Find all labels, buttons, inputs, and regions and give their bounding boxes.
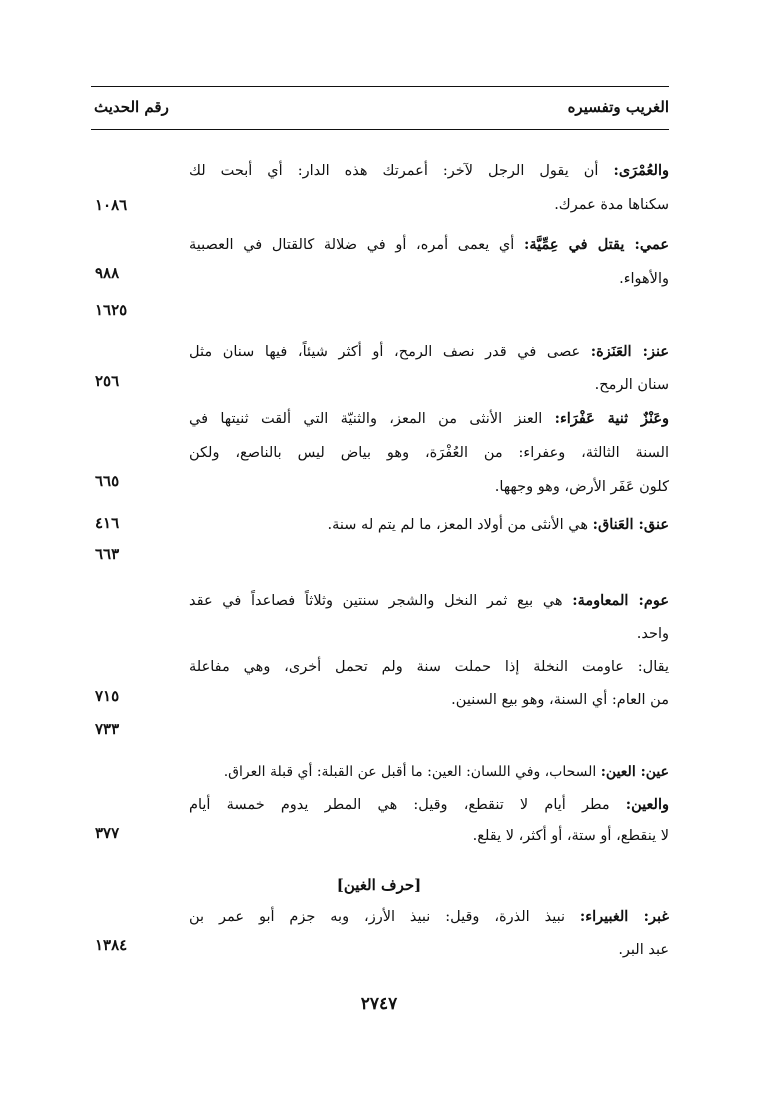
entry-headword: عوم: المعاومة: <box>572 592 669 609</box>
hadith-number: ٤١٦ <box>95 514 120 532</box>
entry-text: هي الأنثى من أولاد المعز، ما لم يتم له سنة. <box>327 517 593 533</box>
entry-text: يقال: عاومت النخلة إذا حملت سنة ولم تحمل أخرى، وهي مفاعلة <box>189 659 669 675</box>
entry-text: هي بيع ثمر النخل والشجر سنتين وثلاثاً فصاعداً في عقد <box>189 593 573 609</box>
column-label: رقم الحديث <box>94 98 169 116</box>
entry-line <box>189 345 669 360</box>
hadith-number: ٩٨٨ <box>95 264 120 282</box>
entry-text: السحاب، وفي اللسان: العين: ما أقبل عن القبلة: أي قبلة العراق. <box>223 764 601 780</box>
hadith-number: ٧١٥ <box>95 687 120 705</box>
entry-line <box>595 378 669 393</box>
entry-headword: عين: العين: <box>600 764 669 780</box>
entry-line <box>189 660 669 675</box>
entry-headword: عمي: يقتل في عِمِّيَّة: <box>523 236 669 253</box>
entry-line <box>189 798 669 813</box>
hadith-number: ١٠٨٦ <box>95 196 128 214</box>
entry-text: من العام: أي السنة، وهو بيع السنين. <box>451 692 669 708</box>
entry-line <box>618 943 669 958</box>
entry-text: السنة الثالثة، وعفراء: من العُفْرَة، وهو بياض ليس بالناصع، ولكن <box>189 445 669 461</box>
entry-text: أن يقول الرجل لآخر: أعمرتك هذه الدار: أي أبحت لك <box>189 163 614 179</box>
entry-text: لا ينقطع، أو ستة، أو أكثر، لا يقلع. <box>472 828 669 844</box>
entry-line <box>189 238 669 253</box>
entry-text: عصى في قدر نصف الرمح، أو أكثر شيئاً، فيها سنان مثل <box>189 344 591 360</box>
entry-text: والأهواء. <box>619 271 669 287</box>
hadith-number: ٣٧٧ <box>95 824 120 842</box>
entry-line <box>189 412 669 427</box>
hadith-number: ٧٣٣ <box>95 720 120 738</box>
entry-line <box>473 829 669 844</box>
entry-line <box>495 480 669 495</box>
page-number: ٢٧٤٧ <box>360 994 398 1014</box>
hadith-number: ١٣٨٤ <box>95 936 128 954</box>
entry-headword: والعين: <box>625 796 669 813</box>
entry-line <box>619 272 669 287</box>
entry-line <box>189 594 669 609</box>
entry-headword: والعُمْرَى: <box>613 162 669 179</box>
entry-line <box>637 627 669 642</box>
running-title: الغريب وتفسيره <box>567 98 669 116</box>
entry-text: سكناها مدة عمرك. <box>554 197 669 213</box>
hadith-number: ٦٦٥ <box>95 472 120 490</box>
entry-text: سنان الرمح. <box>594 377 669 393</box>
hadith-number: ١٦٢٥ <box>95 301 128 319</box>
hadith-number: ٦٦٣ <box>95 545 120 563</box>
entry-text: واحد. <box>636 626 669 642</box>
header-bottom-rule <box>91 129 669 130</box>
entry-line <box>554 198 669 213</box>
entry-text: مطر أيام لا تنقطع، وقيل: هي المطر يدوم خمسة أيام <box>189 797 626 813</box>
entry-headword: وعَنْزٌ ثنية عَفْرَاء: <box>554 410 669 427</box>
entry-headword: عنز: العَنَزة: <box>590 343 669 360</box>
entry-line <box>328 518 669 533</box>
header-top-rule <box>91 86 669 87</box>
entry-line <box>189 164 669 179</box>
entry-headword: عنق: العَناق: <box>592 516 669 533</box>
entry-line <box>189 910 669 925</box>
entry-headword: غبر: الغبيراء: <box>579 908 669 925</box>
entry-line <box>189 446 669 461</box>
entry-text: كلون عَفَر الأرض، وهو وجهها. <box>494 479 669 495</box>
entry-text: عبد البر. <box>618 942 669 958</box>
entry-text: أي يعمى أمره، أو في ضلالة كالقتال في العصبية <box>189 237 524 253</box>
entry-line <box>224 765 669 779</box>
entry-line <box>451 693 669 708</box>
entry-text: نبيذ الذرة، وقيل: نبيذ الأرز، وبه جزم أبو عمر بن <box>189 909 580 925</box>
section-title: [حرف الغين] <box>336 876 422 894</box>
entry-text: العنز الأنثى من المعز، والثنيّة التي ألقت ثنيتها في <box>189 411 555 427</box>
hadith-number: ٢٥٦ <box>95 372 120 390</box>
